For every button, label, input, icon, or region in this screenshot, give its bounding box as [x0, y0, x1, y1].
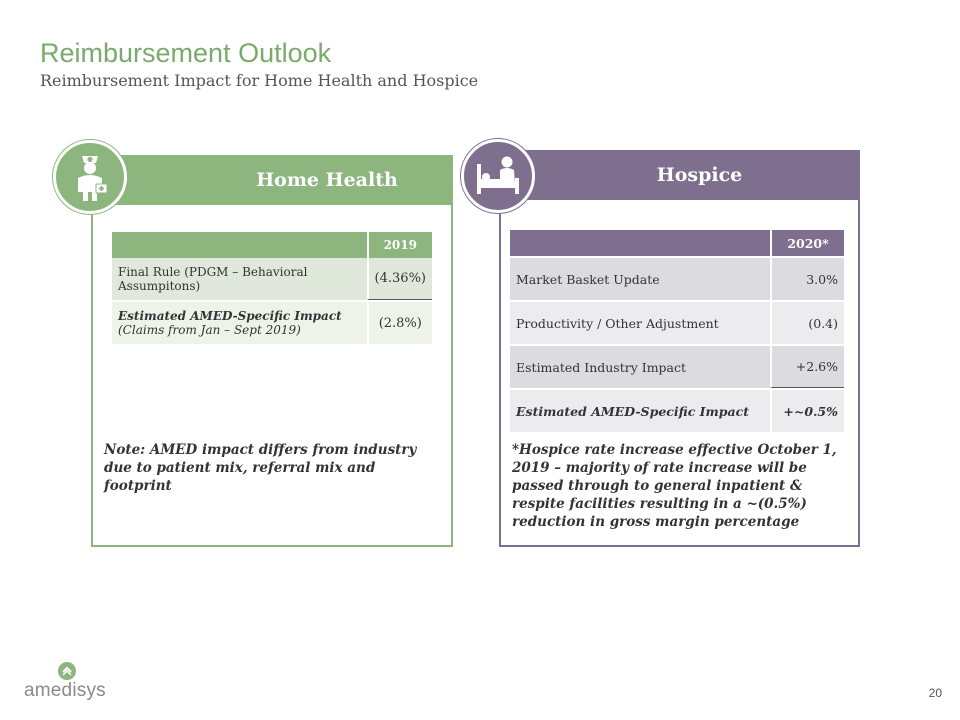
row-value: (2.8%) [367, 300, 432, 344]
page-number: 20 [928, 686, 942, 700]
table-row [510, 388, 844, 432]
table-row [510, 300, 844, 344]
row-label: Productivity / Other Adjustment [510, 300, 770, 344]
hospice-note: *Hospice rate increase effective October 1, 2019 – majority of rate increase will be passed through to general inpatient & respite facilities resulting in a ~(0.5%) reduction in gross margin percentage [512, 442, 837, 530]
home-health-heading: Home Health [256, 169, 398, 191]
home-health-note: Note: AMED impact differs from industry due to patient mix, referral mix and footprint [104, 442, 417, 494]
table-header-year: 2019 [367, 232, 432, 258]
table-row [112, 300, 432, 344]
row-sublabel: (Claims from Jan – Sept 2019) [118, 323, 301, 337]
row-value: (0.4) [770, 300, 844, 344]
table-row [510, 256, 844, 300]
table-row [510, 344, 844, 388]
row-label: Estimated AMED-Specific Impact [510, 388, 770, 432]
page-subtitle: Reimbursement Impact for Home Health and Hospice [40, 71, 479, 90]
row-label: Market Basket Update [510, 256, 770, 300]
row-value: +~0.5% [770, 388, 844, 432]
row-label: Estimated AMED-Specific Impact [118, 309, 342, 323]
row-value: +2.6% [770, 344, 844, 388]
table-row [112, 258, 432, 300]
hospice-header [499, 150, 860, 200]
hospice-table [510, 230, 844, 432]
hospice-heading: Hospice [656, 164, 743, 186]
logo-text: amedisys [24, 680, 106, 701]
row-label-cell [112, 300, 367, 344]
table-header-year: 2020* [770, 230, 844, 256]
row-label: Estimated Industry Impact [510, 344, 770, 388]
row-value: (4.36%) [367, 258, 432, 300]
nurse-icon [56, 143, 124, 211]
home-health-header [91, 155, 453, 205]
hospice-icon-circle [461, 139, 535, 213]
table-header-blank [510, 230, 770, 256]
table-header-blank [112, 232, 367, 258]
page-title: Reimbursement Outlook [40, 38, 332, 68]
row-value: 3.0% [770, 256, 844, 300]
hospice-bed-icon [464, 142, 532, 210]
logo-icon [58, 662, 76, 680]
home-health-table [112, 232, 432, 344]
home-health-icon-circle [53, 140, 127, 214]
row-label: Final Rule (PDGM – Behavioral Assumpitons) [112, 258, 367, 300]
